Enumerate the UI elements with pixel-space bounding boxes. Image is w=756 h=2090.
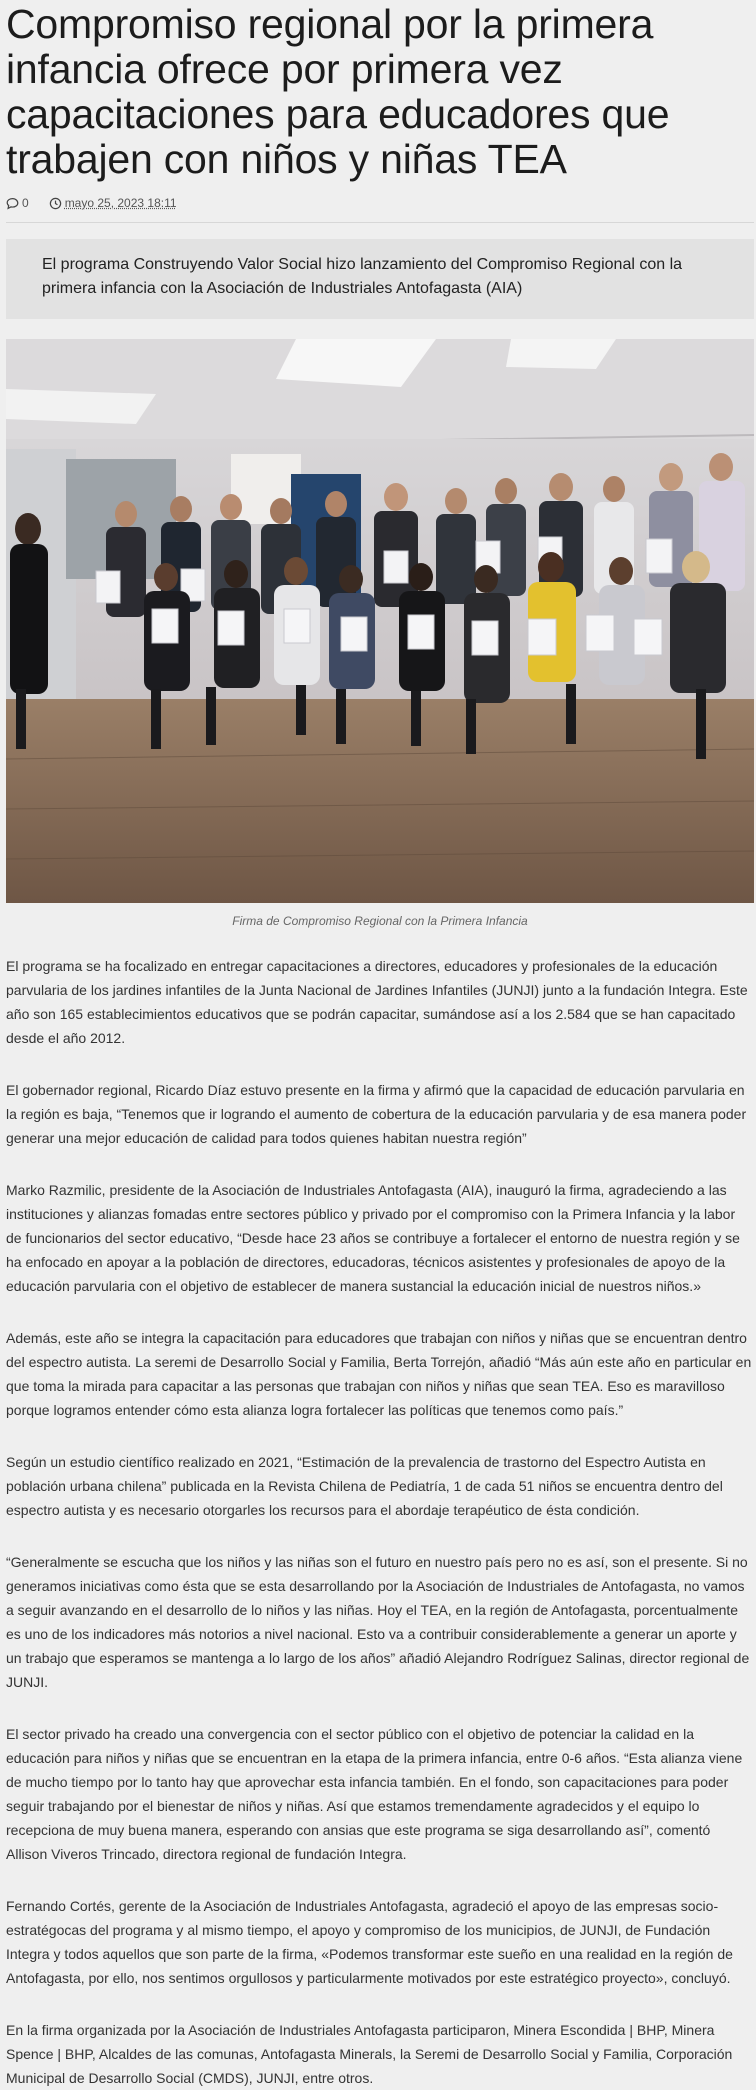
comments-link[interactable] xyxy=(6,196,29,210)
body-paragraph: Según un estudio científico realizado en 2021, “Estimación de la prevalencia de trastorno del Espectro Autista en población urbana chilena” publicada en la Revista Chilena de Pediatría, 1 de cada 51 niños se encuentra dentro del espectro autista y es necesario otorgarles los recursos para el abordaje terapéutico de ésta condición. xyxy=(6,1454,723,1518)
image-caption: Firma de Compromiso Regional con la Primera Infancia xyxy=(232,914,528,928)
body-paragraph: El sector privado ha creado una convergencia con el sector público con el objetivo de potenciar la calidad en la educación para niños y niñas que se encuentran en la etapa de la primera infancia, entre 0-6 años. “Esta alianza viene de mucho tiempo por lo tanto hay que aprovechar esta infancia también. En el fondo, son capacitaciones para poder seguir trabajando por el bienestar de niños y niñas. Así que estamos tremendamente agradecidos y el equipo lo recepciona de muy buena manera, esperando con ansias que este programa se siga desarrollando así”, comentó Allison Viveros Trincado, directora regional de fundación Integra. xyxy=(6,1726,743,1862)
body-paragraph: Marko Razmilic, presidente de la Asociación de Industriales Antofagasta (AIA), inauguró la firma, agradeciendo a las instituciones y alianzas fomadas entre sectores público y privado por el compromiso con la Primera Infancia y la labor de funcionarios del sector educativo, “Desde hace 23 años se contribuye a fortalecer el entorno de nuestra región y se ha enfocado en apoyar a la población de directores, educadoras, técnicos asistentes y profesionales de apoyo de la educación parvularia con el objetivo de establecer de manera sustancial la educación inicial de nuestros niños.» xyxy=(6,1182,740,1294)
body-paragraph: El programa se ha focalizado en entregar capacitaciones a directores, educadores y profesionales de la educación parvularia de los jardines infantiles de la Junta Nacional de Jardines Infantiles (JUNJI) junto a la fundación Integra. Este año son 165 establecimientos educativos que se podrán capacitar, sumándose así a los 2.584 que se han capacitado desde el año 2012. xyxy=(6,958,748,1046)
divider xyxy=(6,222,754,223)
article-lead: El programa Construyendo Valor Social hizo lanzamiento del Compromiso Regional con la primera infancia con la Asociación de Industriales Antofagasta (AIA) xyxy=(6,239,754,319)
body-paragraph: El gobernador regional, Ricardo Díaz estuvo presente en la firma y afirmó que la capacidad de educación parvularia en la región es baja, “Tenemos que ir logrando el aumento de cobertura de la educación parvularia y de esa manera poder generar una mejor educación de calidad para todos quienes habitan nuestra región” xyxy=(6,1082,747,1146)
body-paragraph: “Generalmente se escucha que los niños y las niñas son el futuro en nuestro país pero no es así, son el presente. Si no generamos iniciativas como ésta que se esta desarrollando por la Asociación de Industriales de Antofagasta, no vamos a seguir avanzando en el desarrollo de lo niños y las niñas. Hoy el TEA, en la región de Antofagasta, porcentualmente es uno de los indicadores más notorios a nivel nacional. Esto va a contribuir considerablemente a generar un aporte y un trabajo que esperamos se mantenga a lo largo de los años” añadió Alejandro Rodríguez Salinas, director regional de JUNJI. xyxy=(6,1554,750,1690)
article-body xyxy=(6,954,754,2090)
speech-bubble-icon xyxy=(6,197,19,210)
article-meta xyxy=(6,192,754,214)
body-paragraph: En la firma organizada por la Asociación de Industriales Antofagasta participaron, Minera Escondida | BHP, Minera Spence | BHP, Alcaldes de las comunas, Antofagasta Minerals, la Seremi de Desarrollo Social y Familia, Corporación Municipal de Desarrollo Social (CMDS), JUNJI, entre otros. xyxy=(6,2022,733,2086)
article-photo xyxy=(6,339,754,903)
clock-icon xyxy=(49,197,62,210)
date-link[interactable] xyxy=(49,196,177,210)
comment-count: 0 xyxy=(22,196,29,210)
body-paragraph: Además, este año se integra la capacitación para educadores que trabajan con niños y niñas que se encuentran dentro del espectro autista. La seremi de Desarrollo Social y Familia, Berta Torrejón, añadió “Más aún este año en particular en que toma la mirada para capacitar a las personas que trabajan con niños y niñas que sean TEA. Eso es maravilloso porque logramos entender cómo esta alianza logra fortalecer las políticas que tenemos como país.” xyxy=(6,1330,752,1418)
group-photo-illustration xyxy=(6,339,754,903)
body-paragraph: Fernando Cortés, gerente de la Asociación de Industriales Antofagasta, agradeció el apoyo de las empresas socio-estratégocas del programa y al mismo tiempo, el apoyo y compromiso de los municipios, de JUNJI, de Fundación Integra y todos aquellos que son parte de la firma, «Podemos transformar este sueño en una realidad en la región de Antofagasta, por ello, nos sentimos orgullosos y particularmente motivados por este estratégico proyecto», concluyó. xyxy=(6,1898,733,1986)
article-title: Compromiso regional por la primera infancia ofrece por primera vez capacitaciones para educadores que trabajen con niños y niñas TEA xyxy=(6,1,670,182)
publish-date: mayo 25, 2023 18:11 xyxy=(64,196,177,210)
